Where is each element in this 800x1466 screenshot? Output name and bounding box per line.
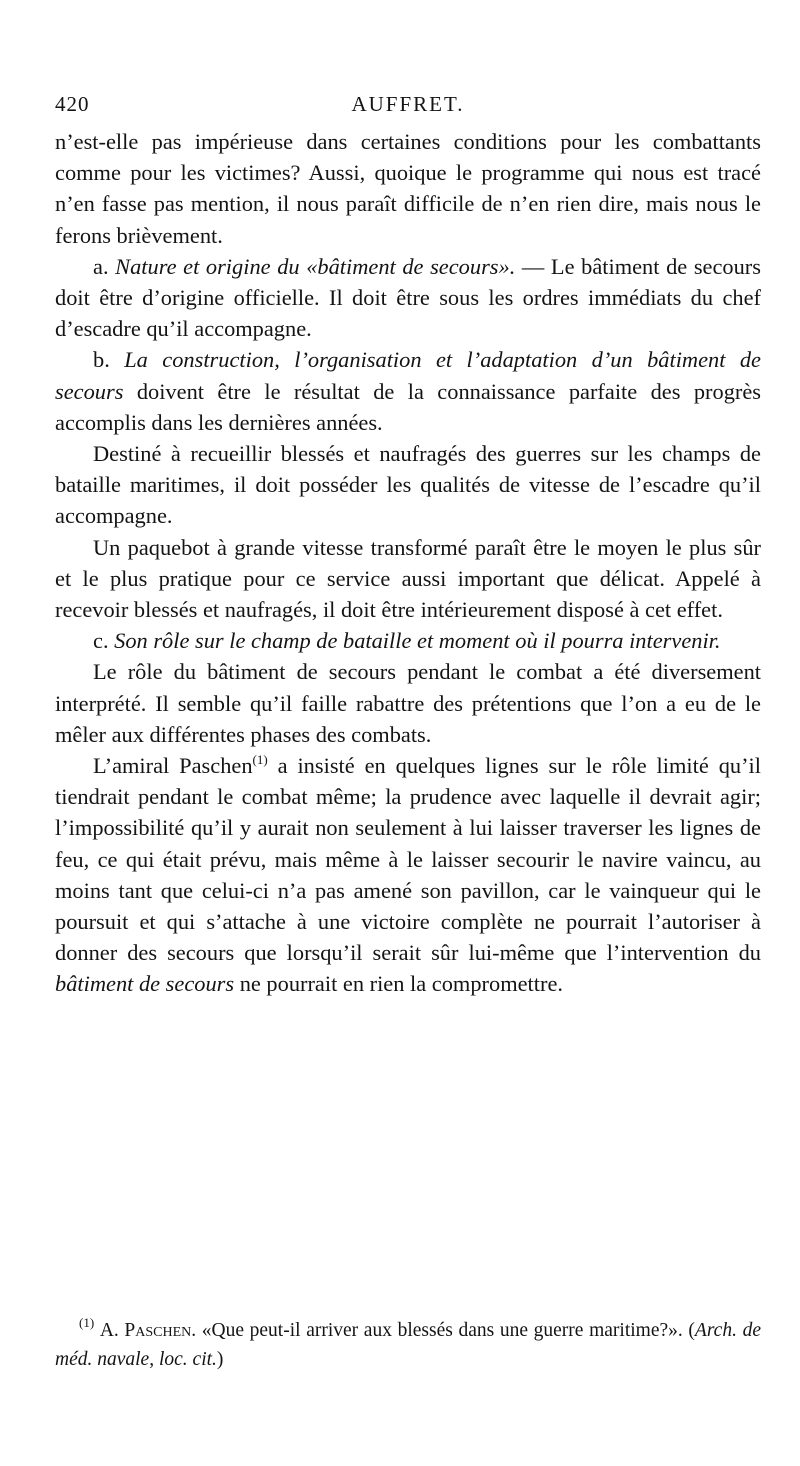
footnotes bbox=[55, 1317, 761, 1374]
body-text bbox=[55, 126, 761, 1000]
paragraph-8-italic: bâtiment de secours bbox=[55, 971, 235, 997]
paragraph-1: n’est-elle pas impérieuse dans certaines conditions pour les combattants comme pour les victimes? Aussi, quoique le programme qui nous est tracé n’en fasse pas mention, il nous paraît difficile de n’en rien dire, mais nous le ferons brièvement. bbox=[55, 129, 761, 248]
section-label-c: c. bbox=[93, 628, 109, 654]
running-title: AUFFRET. bbox=[351, 92, 465, 116]
paragraph-8-start: L’amiral Paschen bbox=[93, 753, 253, 779]
section-text-b: doivent être le résultat de la connaissance parfaite des progrès accomplis dans les dernières années. bbox=[55, 378, 761, 435]
paragraph-8-middle: a insisté en quelques lignes sur le rôle limité qu’il tiendrait pendant le combat même; la prudence avec laquelle il devrait agir; l’impossibilité qu’il y aurait non seulement à lui laisser traverser les lignes de feu, ce qui était prévu, mais même à le laisser secourir le navire vaincu, au moins tant que celui-ci n’a pas amené son pavillon, car le vainqueur qui le poursuit et qui s’attache à une victoire complète ne pourrait l’autoriser à donner des secours que lorsqu’il serait sûr lui-même que l’intervention du bbox=[55, 753, 761, 966]
footnote-marker: (1) bbox=[79, 1315, 95, 1330]
footnote-1 bbox=[55, 1317, 761, 1374]
section-title-b: La construction, l’organisation et l’adaptation d’un bâtiment de secours bbox=[55, 347, 761, 404]
paragraph-c bbox=[55, 625, 761, 656]
running-head bbox=[55, 92, 761, 126]
paragraph-8-end: ne pourrait en rien la compromettre. bbox=[234, 971, 563, 997]
paragraph-5: Un paquebot à grande vitesse transformé paraît être le moyen le plus sûr et le plus pratique pour ce service aussi important que délicat. Appelé à recevoir blessés et naufragés, il doit être intérieurement disposé à cet effet. bbox=[55, 534, 761, 623]
section-label-a: a. bbox=[93, 253, 109, 279]
section-title-c: Son rôle sur le champ de bataille et moment où il pourra intervenir. bbox=[114, 628, 721, 654]
section-title-a: Nature et origine du «bâtiment de secours». bbox=[115, 253, 516, 279]
section-text-a: — Le bâtiment de secours doit être d’origine officielle. Il doit être sous les ordres immédiats du chef d’escadre qu’il accompagne. bbox=[55, 253, 761, 342]
paragraph-4: Destiné à recueillir blessés et naufragés des guerres sur les champs de bataille maritimes, il doit posséder les qualités de vitesse de l’escadre qu’il accompagne. bbox=[55, 441, 761, 529]
page-number: 420 bbox=[55, 92, 90, 116]
footnote-reference: (1) bbox=[252, 752, 268, 768]
footnote-close: ) bbox=[216, 1348, 224, 1370]
paragraph-7: Le rôle du bâtiment de secours pendant le combat a été diversement interprété. Il semble qu’il faille rabattre des prétentions que l’on a eu de le mêler aux différentes phases des combats. bbox=[55, 659, 761, 747]
paragraph-b bbox=[55, 344, 761, 438]
paragraph-a bbox=[55, 251, 761, 345]
section-label-b: b. bbox=[93, 347, 110, 373]
page bbox=[55, 92, 761, 1000]
paragraph-8 bbox=[55, 750, 761, 1000]
footnote-author: A. Paschen. bbox=[99, 1320, 197, 1341]
footnote-source: Arch. de méd. navale, loc. cit. bbox=[55, 1320, 762, 1370]
footnote-quote: «Que peut-il arriver aux blessés dans une guerre maritime?». ( bbox=[196, 1320, 695, 1341]
